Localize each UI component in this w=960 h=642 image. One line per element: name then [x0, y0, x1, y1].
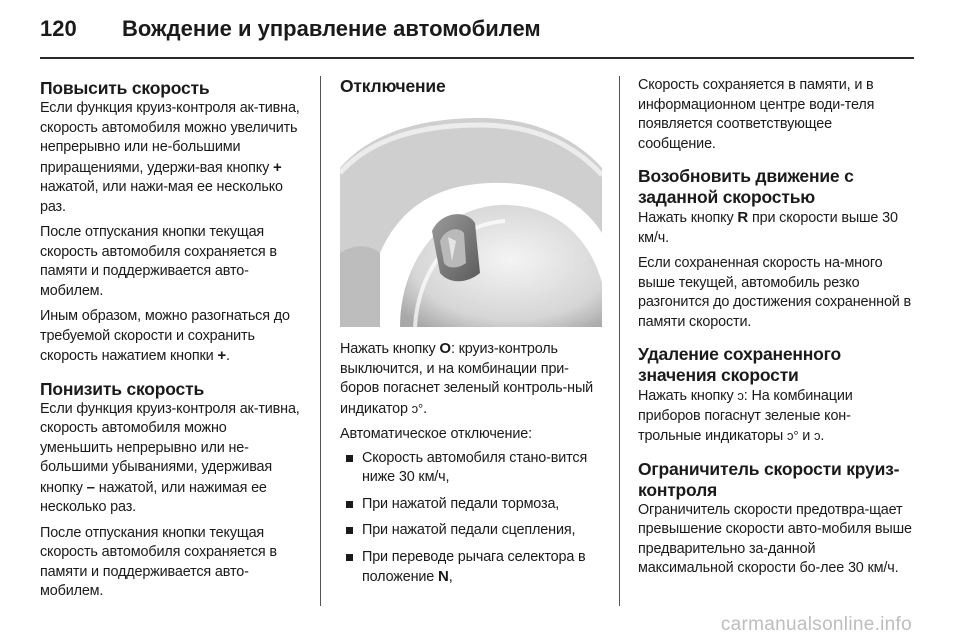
column-right [638, 76, 912, 579]
paragraph: После отпускания кнопки текущая скорость автомобиля сохраняется в памяти и поддерживается авто-мобилем. [40, 224, 277, 299]
heading-increase-speed: Повысить скорость [40, 78, 210, 98]
page-number: 120 [40, 16, 77, 41]
paragraph: Нажать кнопку O: круиз-контроль выключится, и на комбинации при-боров погаснет зеленый контроль-ный индикатор ↄ°. [340, 340, 594, 417]
steering-wheel-figure [340, 113, 602, 327]
n-letter-icon: N [438, 568, 449, 585]
cruise-lamp-icon: ↄ [814, 428, 821, 443]
paragraph: После отпускания кнопки текущая скорость автомобиля сохраняется в памяти и поддерживается авто-мобилем. [40, 524, 277, 599]
steering-wheel-illustration [340, 113, 602, 327]
heading-delete-speed: Удаление сохраненного значения скорости [638, 344, 841, 385]
cruise-lamp-icon: ↄ° [786, 428, 799, 443]
paragraph: Ограничитель скорости предотвра-щает превышение скорости авто-мобиля выше предварительно за-данной максимальной скорости бо-лее 30 км/ч. [638, 501, 912, 576]
paragraph: Если сохраненная скорость на-много выше текущей, автомобиль резко разгонится до достижения сохраненной в памяти скорости. [638, 255, 912, 330]
watermark: carmanualsonline.info [720, 614, 912, 635]
paragraph: Скорость сохраняется в памяти, и в информационном центре води-теля появляется соответствующее сообщение. [638, 77, 875, 152]
header-rule [40, 57, 914, 59]
cruise-lamp-icon: ↄ° [411, 400, 424, 416]
column-left [40, 78, 302, 602]
paragraph: Иным образом, можно разогнаться до требуемой скорости и сохранить скорость нажатием кнопки +. [40, 308, 290, 364]
page-title: Вождение и управление автомобилем [122, 16, 541, 41]
paragraph: Если функция круиз-контроля ак-тивна, скорость автомобиля можно уменьшить непрерывно или не-большими убываниями, удерживая кнопку – нажатой, или нажимая ее несколько раз. [40, 400, 300, 515]
r-letter-icon: R [737, 209, 749, 226]
list-item: При нажатой педали тормоза, [340, 495, 602, 515]
paragraph: Автоматическое отключение: [340, 426, 532, 442]
cruise-lamp-icon: ↄ [737, 388, 744, 403]
paragraph: Если функция круиз-контроля ак-тивна, скорость автомобиля можно увеличить непрерывно или не-большими приращениями, удержи-вая кнопку + нажатой, или нажи-мая ее несколько раз. [40, 100, 300, 215]
heading-speed-limiter: Ограничитель скорости круиз-контроля [638, 458, 900, 500]
list-item: При переводе рычага селектора в положение N, [340, 548, 602, 588]
list-item: При нажатой педали сцепления, [340, 521, 602, 541]
paragraph: Нажать кнопку ↄ: На комбинации приборов погаснут зеленые кон-трольные индикаторы ↄ° и ↄ. [638, 388, 853, 444]
heading-decrease-speed: Понизить скорость [40, 378, 205, 399]
plus-icon: + [273, 158, 282, 176]
heading-switch-off: Отключение [340, 76, 446, 96]
heading-resume: Возобновить движение с заданной скоростью [638, 166, 854, 207]
column-divider [320, 76, 321, 606]
minus-icon: – [86, 478, 95, 496]
column-middle [340, 76, 602, 595]
column-divider [619, 76, 620, 606]
paragraph: Нажать кнопку R при скорости выше 30 км/ч. [638, 209, 898, 246]
off-ring-icon: O [439, 340, 451, 357]
plus-icon: + [217, 347, 226, 364]
list-item: Скорость автомобиля стано-вится ниже 30 км/ч, [340, 449, 602, 488]
auto-off-list [340, 449, 602, 588]
page-header [40, 16, 541, 48]
